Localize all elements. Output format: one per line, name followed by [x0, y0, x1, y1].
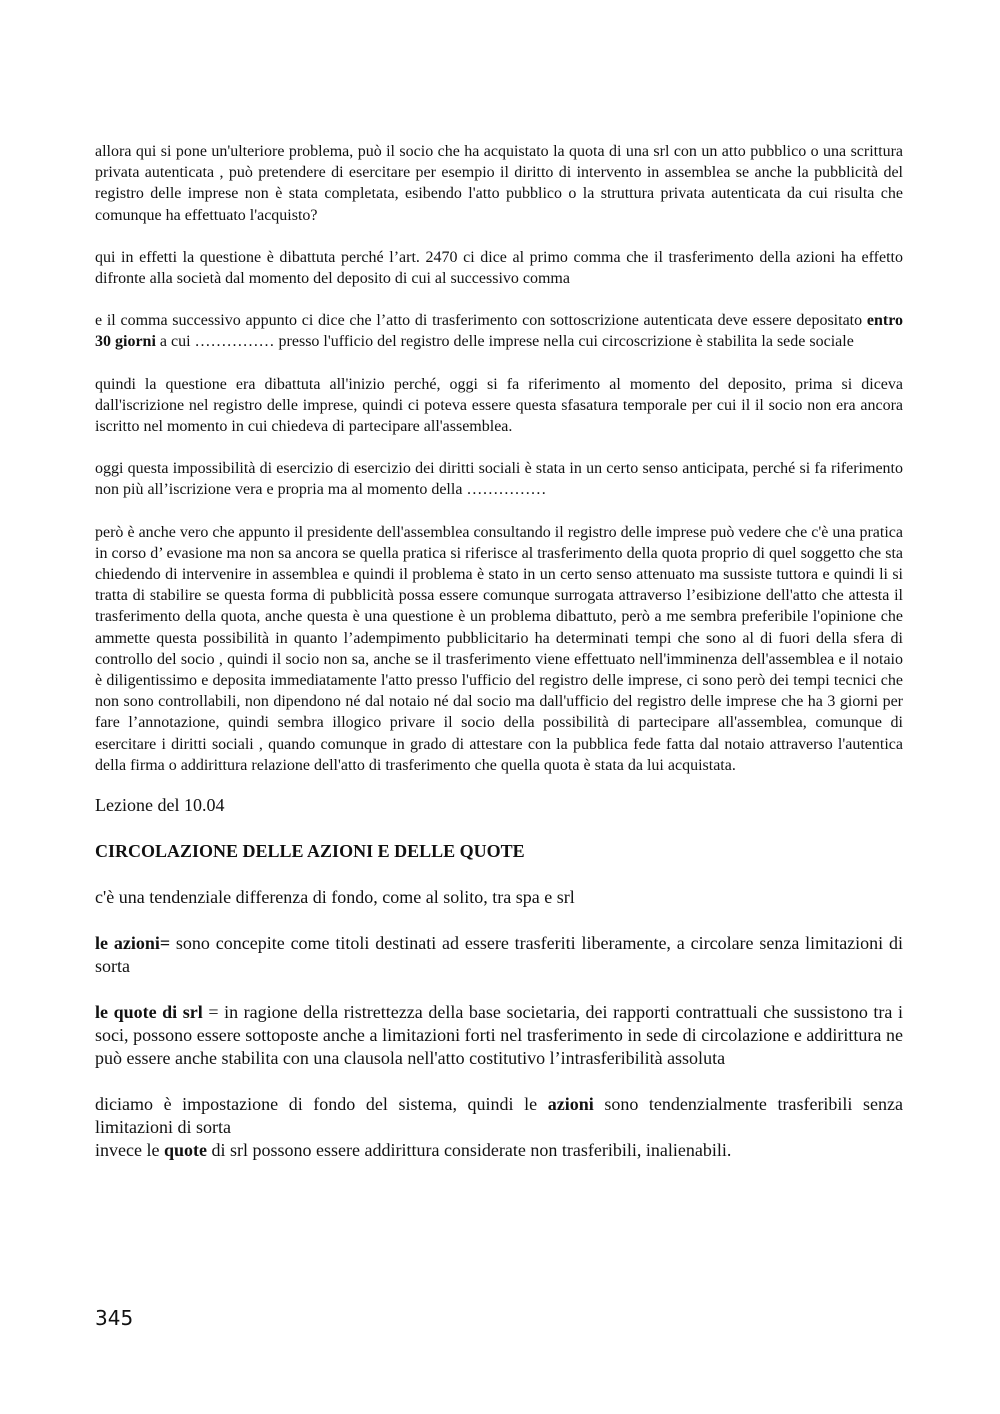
paragraph: quindi la questione era dibattuta all'inizio perché, oggi si fa riferimento al momento del deposito, prima si diceva dall'iscrizione nel registro delle imprese, quindi ci poteva essere questa sfasatura temporale per cui il il socio non era ancora iscritto nel momento in cui chiedeva di partecipare all'assemblea.: [95, 375, 903, 436]
paragraph: allora qui si pone un'ulteriore problema, può il socio che ha acquistato la quota di una srl con un atto pubblico o una scrittura privata autenticata , può pretendere di esercitare per esempio il diritto di intervento in assemblea se anche la pubblicità del registro delle imprese non è stata completata, esibendo l'atto pubblico o la struttura privata autenticata da cui risulta che comunque ha effettuato l'acquisto?: [95, 143, 903, 224]
text-run: sono concepite come titoli destinati ad essere trasferiti liberamente, a circolare senza limitazioni di sorta: [95, 933, 904, 977]
paragraph: [95, 1093, 903, 1139]
text-run: a cui …………… presso l'ufficio del registro delle imprese nella cui circoscrizione è stabilita la sede sociale: [155, 333, 854, 351]
text-run: sono tendenzialmente trasferibili senza limitazioni di sorta: [95, 1094, 903, 1138]
section-heading: CIRCOLAZIONE DELLE AZIONI E DELLE QUOTE: [95, 841, 525, 862]
text-run: invece le: [95, 1140, 164, 1161]
paragraph: qui in effetti la questione è dibattuta perché l’art. 2470 ci dice al primo comma che il trasferimento della azioni ha effetto difronte alla società dal momento del deposito di cui al successivo comma: [95, 248, 903, 288]
lesson-date: Lezione del 10.04: [95, 795, 225, 816]
bold-run: le azioni=: [95, 933, 171, 954]
paragraph-quote: [95, 1001, 903, 1070]
body-section-2: [95, 840, 903, 1162]
bold-run: entro 30 giorni: [95, 312, 903, 351]
paragraph: oggi questa impossibilità di esercizio di esercizio dei diritti sociali è stata in un certo senso anticipata, perché si fa riferimento non più all’iscrizione vera e propria ma al momento della ……………: [95, 460, 903, 499]
document-page: [95, 141, 903, 1185]
paragraph: [95, 1139, 903, 1162]
text-run: e il comma successivo appunto ci dice che l’atto di trasferimento con sottoscrizione autenticata deve essere depositato: [95, 312, 867, 330]
paragraph: però è anche vero che appunto il presidente dell'assemblea consultando il registro delle imprese può vedere che c'è una pratica in corso d’ evasione ma non sa ancora se quella pratica si riferisce al trasferimento della quota proprio di quel soggetto che sta chiedendo di intervenire in assemblea e quindi il problema è stato in un certo senso attenuato ma sussiste tuttora e quindi li si tratta di stabilire se questa forma di pubblicità possa essere comunque surrogata attraverso l’esibizione dell'atto che attesta il trasferimento della quota, anche questa è una questione è un problema dibattuto, però a me sembra preferibile l'opinione che ammette questa possibilità in quanto l’adempimento pubblicitario ha determinati tempi che sono al di fuori della sfera di controllo del socio , quindi il socio non sa, anche se il trasferimento viene effettuato nell'imminenza dell'assemblea e il notaio è diligentissimo e deposita immediatamente l'atto presso l'ufficio del registro delle imprese, ci sono però dei tempi tecnici che non sono controllabili, non dipendono né dal notaio né dal socio ma dall'ufficio del registro delle imprese che ha 3 giorni per fare l’annotazione, quindi sembra illogico privare il socio della possibilità di partecipare all'assemblea, comunque di esercitare i diritti sociali , quando comunque in grado di attestare con la pubblica fede fatta dal notaio attraverso l'autentica della firma o addirittura relazione dell'atto di trasferimento che quella quota è stata da lui acquistata.: [95, 523, 903, 774]
paragraph: [95, 310, 903, 352]
bold-run: azioni: [547, 1094, 594, 1115]
text-run: di srl possono essere addirittura considerate non trasferibili, inalienabili.: [206, 1140, 732, 1161]
paragraph: c'è una tendenziale differenza di fondo, come al solito, tra spa e srl: [95, 887, 575, 908]
paragraph-azioni: [95, 932, 903, 978]
bold-run: quote: [163, 1140, 207, 1161]
body-section-1: [95, 141, 903, 776]
bold-run: le quote di srl: [95, 1002, 203, 1023]
page-number: 345: [95, 1306, 134, 1330]
text-run: diciamo è impostazione di fondo del sistema, quindi le: [95, 1094, 548, 1115]
text-run: = in ragione della ristrettezza della base societaria, dei rapporti contrattuali che sussistono tra i soci, possono essere sottoposte anche a limitazioni forti nel trasferimento in sede di circolazione e addirittura ne può essere anche stabilita con una clausola nell'atto costitutivo l’intrasferibilità assoluta: [95, 1002, 903, 1069]
